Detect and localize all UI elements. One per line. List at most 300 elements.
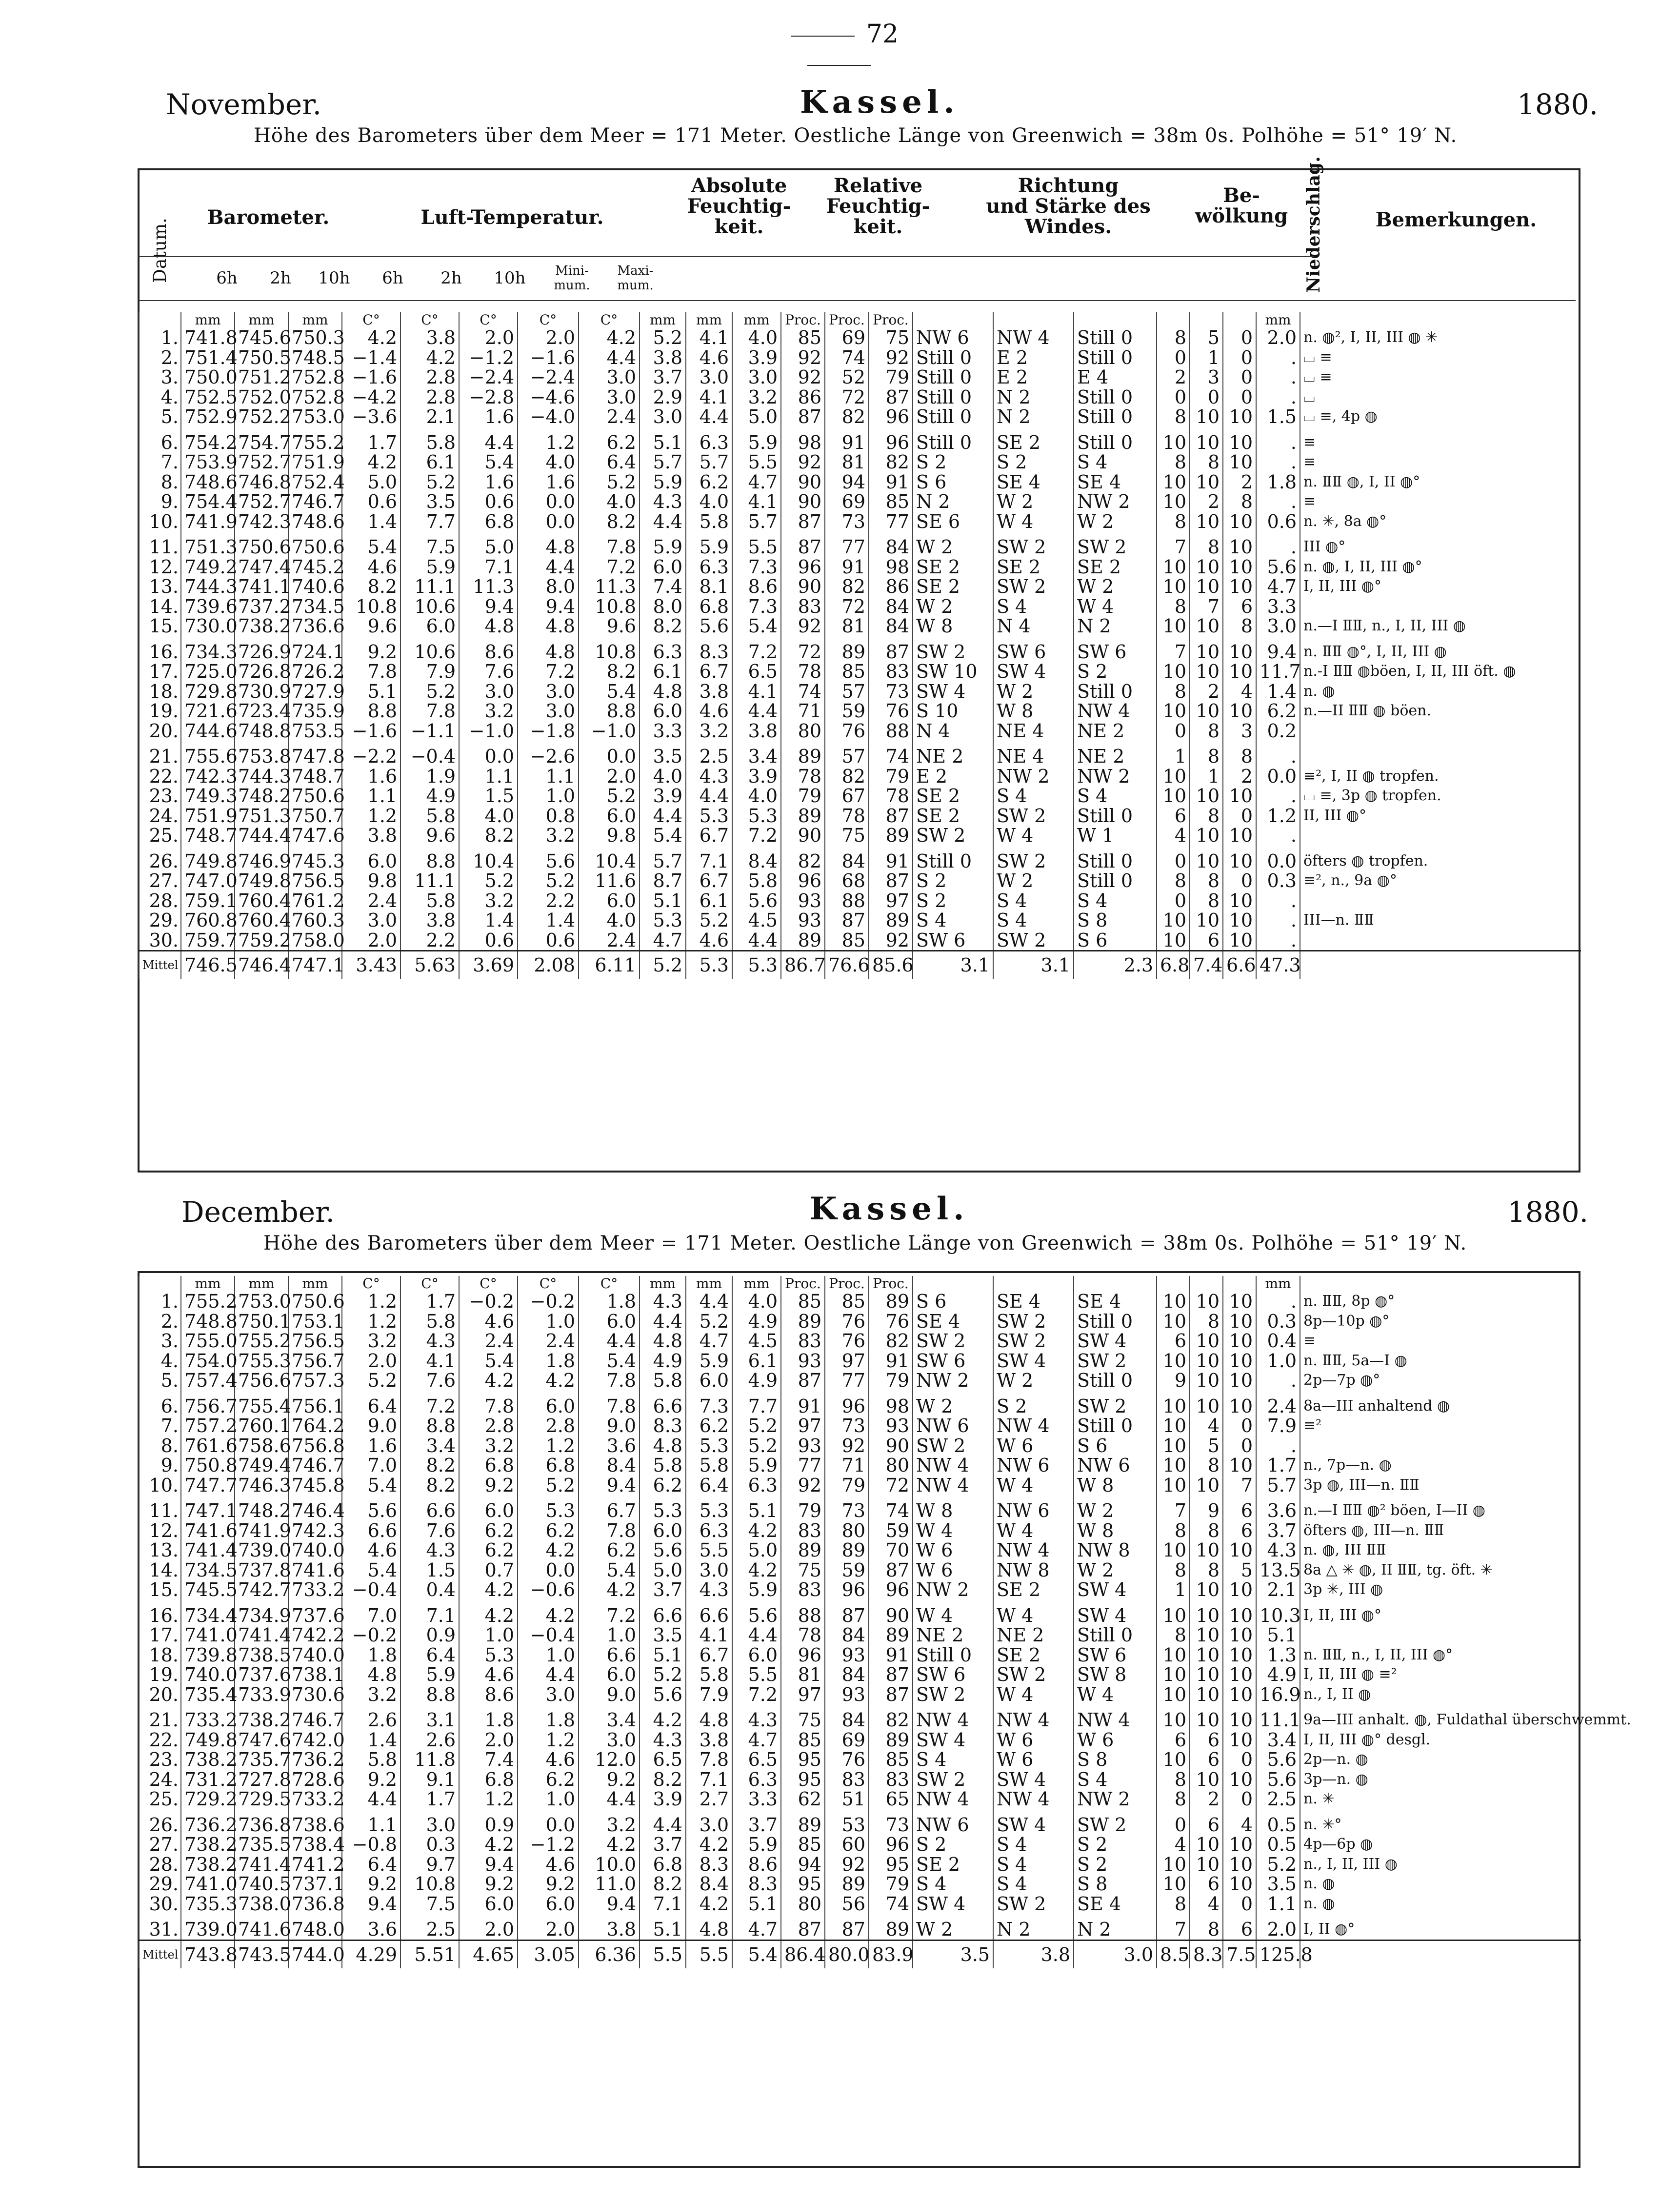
value-cell: 3.2 (459, 891, 518, 911)
wind-cell: Still 0 (913, 407, 993, 427)
remarks-cell: n. ◍ (1300, 682, 1581, 702)
value-cell: 6.0 (686, 1371, 732, 1391)
value-cell: 4.6 (342, 557, 400, 577)
table-row (139, 910, 1581, 930)
mean-cell: 2.08 (518, 951, 579, 979)
wind-cell: W 2 (913, 1391, 993, 1416)
value-cell: 2.8 (400, 387, 459, 407)
unit-cell (1074, 1276, 1157, 1292)
value-cell: 89 (869, 1625, 913, 1645)
value-cell: 8 (1190, 741, 1223, 767)
table-row (139, 1835, 1581, 1855)
value-cell: 6.2 (518, 1770, 579, 1790)
unit-cell: mm (288, 312, 342, 328)
value-cell: −0.4 (518, 1625, 579, 1645)
value-cell: 6 (1223, 597, 1256, 617)
value-cell: 96 (869, 407, 913, 427)
value-cell: 6.0 (518, 1894, 579, 1914)
mean-cell: 5.63 (400, 951, 459, 979)
table-row (139, 1456, 1581, 1476)
value-cell: 4.8 (459, 616, 518, 636)
value-cell: 744.3 (181, 577, 235, 597)
value-cell: 753.9 (181, 452, 235, 472)
value-cell: 759.7 (181, 930, 235, 951)
value-cell: −0.4 (342, 1580, 400, 1600)
unit-cell: Proc. (781, 1276, 825, 1292)
value-cell: 4.4 (640, 1809, 686, 1835)
value-cell: 4.4 (579, 1789, 640, 1809)
value-cell: 0 (1223, 387, 1256, 407)
unit-cell: Proc. (781, 312, 825, 328)
mean-cell: 8.5 (1157, 1940, 1190, 1968)
value-cell: 4.7 (732, 1730, 781, 1750)
unit-cell (1223, 312, 1256, 328)
day-cell: 14. (139, 1560, 181, 1580)
value-cell: 4.2 (732, 1521, 781, 1541)
value-cell: 87 (781, 512, 825, 532)
value-cell: 5.2 (1256, 1855, 1300, 1875)
remarks-cell (1300, 891, 1581, 911)
value-cell: 2.7 (686, 1789, 732, 1809)
value-cell: 1.6 (459, 407, 518, 427)
value-cell: 4.9 (400, 786, 459, 806)
value-cell: 10 (1223, 1665, 1256, 1685)
value-cell: −4.0 (518, 407, 579, 427)
value-cell: 3.9 (640, 786, 686, 806)
wind-cell: W 4 (913, 1521, 993, 1541)
value-cell: 84 (869, 531, 913, 557)
value-cell: 10 (1190, 512, 1223, 532)
value-cell: 8.4 (579, 1456, 640, 1476)
value-cell: 5.2 (518, 1476, 579, 1496)
value-cell: 6.8 (459, 1456, 518, 1476)
value-cell: 739.6 (181, 597, 235, 617)
value-cell: 7.1 (686, 846, 732, 871)
wind-cell: S 2 (913, 452, 993, 472)
wind-cell: NW 6 (913, 1416, 993, 1436)
wind-cell: W 2 (1074, 577, 1157, 597)
remarks-cell (1300, 721, 1581, 741)
value-cell: 5.2 (579, 472, 640, 492)
value-cell: 51 (825, 1789, 869, 1809)
value-cell: 737.6 (288, 1600, 342, 1626)
value-cell: 87 (781, 407, 825, 427)
value-cell: 89 (869, 1292, 913, 1312)
value-cell: 746.7 (288, 492, 342, 512)
value-cell: 5.2 (400, 682, 459, 702)
value-cell: 6.0 (579, 806, 640, 826)
value-cell: 11.1 (1256, 1704, 1300, 1730)
wind-cell: NW 6 (913, 1809, 993, 1835)
value-cell: 53 (825, 1809, 869, 1835)
value-cell: 0.5 (1256, 1809, 1300, 1835)
value-cell: 8.6 (732, 1855, 781, 1875)
value-cell: 3.2 (459, 701, 518, 721)
value-cell: 4.8 (640, 1331, 686, 1351)
header-rel-feucht-line1: Relative (833, 174, 923, 197)
value-cell: 9 (1190, 1495, 1223, 1521)
value-cell: 4 (1190, 1894, 1223, 1914)
value-cell: 75 (781, 1560, 825, 1580)
wind-cell: NE 2 (913, 741, 993, 767)
value-cell: 4.6 (686, 701, 732, 721)
value-cell: 741.4 (181, 1540, 235, 1560)
value-cell: 88 (781, 1600, 825, 1626)
value-cell: 6.0 (342, 846, 400, 871)
value-cell: 8 (1190, 871, 1223, 891)
value-cell: 92 (869, 930, 913, 951)
value-cell: 4.4 (686, 1292, 732, 1312)
value-cell: 725.0 (181, 662, 235, 682)
table-row (139, 1855, 1581, 1875)
value-cell: 5.9 (686, 531, 732, 557)
value-cell: 4.0 (732, 786, 781, 806)
mean-cell: 85.6 (869, 951, 913, 979)
value-cell: 6 (1190, 1874, 1223, 1894)
value-cell: 62 (781, 1789, 825, 1809)
day-cell: 9. (139, 492, 181, 512)
value-cell: 3.0 (400, 1809, 459, 1835)
header-bewoelkung-line1: Be- (1223, 184, 1260, 207)
value-cell: 746.3 (235, 1476, 288, 1496)
day-cell: 25. (139, 826, 181, 846)
value-cell: 10 (1190, 577, 1223, 597)
value-cell: 74 (869, 1894, 913, 1914)
value-cell: . (1256, 531, 1300, 557)
unit-cell: mm (235, 1276, 288, 1292)
value-cell: 1.0 (518, 786, 579, 806)
value-cell: 752.7 (235, 492, 288, 512)
value-cell: 2.8 (459, 1416, 518, 1436)
value-cell: 8 (1157, 1770, 1190, 1790)
value-cell: 6.2 (579, 427, 640, 453)
value-cell: 4.8 (518, 636, 579, 662)
value-cell: 10 (1223, 1770, 1256, 1790)
wind-cell: Still 0 (1074, 1371, 1157, 1391)
value-cell: 6.2 (686, 472, 732, 492)
table-row (139, 427, 1581, 453)
wind-cell: S 4 (913, 910, 993, 930)
value-cell: 10 (1157, 1645, 1190, 1665)
wind-cell: S 4 (913, 1874, 993, 1894)
wind-cell: Still 0 (1074, 387, 1157, 407)
value-cell: 4.6 (459, 1312, 518, 1332)
value-cell: 10.8 (400, 1874, 459, 1894)
value-cell: 5.6 (1256, 1770, 1300, 1790)
value-cell: 10.0 (579, 1855, 640, 1875)
value-cell: 7.8 (686, 1750, 732, 1770)
value-cell: 6 (1157, 806, 1190, 826)
value-cell: 5.5 (732, 531, 781, 557)
value-cell: 85 (825, 662, 869, 682)
wind-cell: NW 2 (1074, 767, 1157, 787)
wind-cell: NW 2 (913, 1371, 993, 1391)
value-cell: 10 (1157, 1750, 1190, 1770)
value-cell: 1.2 (518, 427, 579, 453)
remarks-cell (1300, 1436, 1581, 1456)
unit-cell (913, 312, 993, 328)
value-cell: 10 (1190, 557, 1223, 577)
value-cell: 2.2 (400, 930, 459, 951)
value-cell: 3.3 (1256, 597, 1300, 617)
value-cell: 749.8 (181, 846, 235, 871)
value-cell: 6.6 (640, 1391, 686, 1416)
wind-cell: E 2 (993, 367, 1074, 387)
mean-cell: 5.4 (732, 1940, 781, 1968)
value-cell: 3.4 (400, 1436, 459, 1456)
value-cell: 9.2 (579, 1770, 640, 1790)
value-cell: 5.3 (686, 1495, 732, 1521)
value-cell: 57 (825, 682, 869, 702)
value-cell: 85 (781, 328, 825, 348)
value-cell: 78 (781, 662, 825, 682)
value-cell: 7.9 (686, 1685, 732, 1705)
value-cell: 96 (869, 427, 913, 453)
value-cell: 5.3 (640, 1495, 686, 1521)
day-cell: 23. (139, 1750, 181, 1770)
value-cell: 10 (1190, 910, 1223, 930)
wind-cell: NW 4 (993, 328, 1074, 348)
value-cell: 83 (781, 597, 825, 617)
value-cell: 746.9 (235, 846, 288, 871)
value-cell: 87 (825, 910, 869, 930)
value-cell: 10 (1190, 1292, 1223, 1312)
value-cell: 755.2 (181, 1292, 235, 1312)
value-cell: 5.6 (640, 1540, 686, 1560)
value-cell: −1.0 (459, 721, 518, 741)
mean-cell: 83.9 (869, 1940, 913, 1968)
value-cell: −2.6 (518, 741, 579, 767)
value-cell: −4.2 (342, 387, 400, 407)
value-cell: 1.8 (342, 1645, 400, 1665)
value-cell: 749.8 (181, 1730, 235, 1750)
value-cell: 7.6 (459, 662, 518, 682)
value-cell: 85 (825, 930, 869, 951)
value-cell: 4.2 (518, 1540, 579, 1560)
wind-cell: SW 8 (1074, 1665, 1157, 1685)
wind-cell: SW 2 (993, 846, 1074, 871)
value-cell: 5.1 (342, 682, 400, 702)
header-wind-line1: Richtung (1018, 174, 1119, 197)
table-row (139, 806, 1581, 826)
mean-label: Mittel (139, 951, 181, 979)
value-cell: 4.4 (640, 512, 686, 532)
value-cell: 5.3 (732, 806, 781, 826)
header-baro-10h: 10h (318, 268, 350, 288)
day-cell: 8. (139, 1436, 181, 1456)
header-temp-6h: 6h (382, 268, 403, 288)
wind-cell: SW 2 (993, 1331, 1074, 1351)
wind-cell: SW 2 (913, 826, 993, 846)
value-cell: 8 (1157, 512, 1190, 532)
table-row (139, 1580, 1581, 1600)
value-cell: 8.8 (400, 1685, 459, 1705)
value-cell: 10 (1190, 1540, 1223, 1560)
value-cell: 77 (825, 531, 869, 557)
value-cell: 4.8 (686, 1914, 732, 1940)
units-row (139, 312, 1581, 328)
mean-cell: 5.3 (732, 951, 781, 979)
value-cell: 87 (869, 1685, 913, 1705)
value-cell: −1.6 (518, 348, 579, 368)
value-cell: 91 (825, 427, 869, 453)
wind-cell: N 2 (1074, 616, 1157, 636)
wind-cell: SW 6 (913, 1351, 993, 1371)
value-cell: 10 (1190, 1600, 1223, 1626)
value-cell: 4.8 (518, 531, 579, 557)
wind-cell: SW 2 (913, 1685, 993, 1705)
value-cell: 76 (825, 721, 869, 741)
value-cell: 1.6 (459, 472, 518, 492)
wind-cell: W 2 (913, 1914, 993, 1940)
value-cell: 6 (1190, 1809, 1223, 1835)
value-cell: 3.0 (518, 1685, 579, 1705)
mean-cell: 4.65 (459, 1940, 518, 1968)
value-cell: 92 (825, 1855, 869, 1875)
value-cell: 2.8 (518, 1416, 579, 1436)
value-cell: 750.3 (288, 328, 342, 348)
wind-cell: W 2 (1074, 512, 1157, 532)
value-cell: 755.2 (288, 427, 342, 453)
unit-cell: C° (518, 312, 579, 328)
value-cell: 10 (1190, 1665, 1223, 1685)
value-cell: 736.2 (181, 1809, 235, 1835)
wind-cell: W 2 (1074, 1560, 1157, 1580)
value-cell: 8.4 (732, 846, 781, 871)
table-row (139, 1416, 1581, 1436)
wind-cell: S 2 (1074, 1835, 1157, 1855)
value-cell: 730.6 (288, 1685, 342, 1705)
value-cell: 82 (869, 1331, 913, 1351)
wind-cell: Still 0 (1074, 806, 1157, 826)
value-cell: 1.8 (579, 1292, 640, 1312)
value-cell: 91 (869, 1351, 913, 1371)
value-cell: 6.6 (686, 1600, 732, 1626)
wind-cell: SE 2 (913, 1855, 993, 1875)
value-cell: 83 (781, 1331, 825, 1351)
value-cell: 10 (1223, 577, 1256, 597)
table-row (139, 1789, 1581, 1809)
value-cell: 4 (1223, 1809, 1256, 1835)
table-row (139, 1625, 1581, 1645)
wind-cell: SW 6 (913, 930, 993, 951)
value-cell: 89 (825, 1540, 869, 1560)
wind-cell: N 4 (993, 616, 1074, 636)
value-cell: 741.6 (288, 1560, 342, 1580)
value-cell: 9.4 (342, 1894, 400, 1914)
mean-cell: 747.1 (288, 951, 342, 979)
value-cell: 10.6 (400, 597, 459, 617)
header-wind-line3: Windes. (1024, 215, 1112, 238)
wind-cell: NW 6 (913, 328, 993, 348)
value-cell: 92 (869, 348, 913, 368)
month-title-november: November. (166, 88, 321, 121)
value-cell: 10 (1223, 786, 1256, 806)
value-cell: 0 (1190, 387, 1223, 407)
remarks-cell (1300, 1625, 1581, 1645)
value-cell: 742.7 (235, 1580, 288, 1600)
unit-cell: C° (459, 1276, 518, 1292)
value-cell: 84 (869, 616, 913, 636)
value-cell: 8 (1190, 1914, 1223, 1940)
wind-cell: NW 6 (993, 1495, 1074, 1521)
value-cell: 754.4 (181, 492, 235, 512)
day-cell: 11. (139, 531, 181, 557)
value-cell: 6.0 (640, 1521, 686, 1541)
value-cell: 5.1 (640, 427, 686, 453)
wind-cell: S 8 (1074, 910, 1157, 930)
value-cell: 749.3 (181, 786, 235, 806)
value-cell: 5.8 (400, 1312, 459, 1332)
value-cell: 3.8 (686, 682, 732, 702)
value-cell: 10 (1190, 407, 1223, 427)
value-cell: 7.1 (686, 1770, 732, 1790)
value-cell: 752.8 (288, 387, 342, 407)
value-cell: 79 (869, 367, 913, 387)
value-cell: 5.1 (732, 1495, 781, 1521)
value-cell: 747.1 (181, 1495, 235, 1521)
value-cell: 52 (825, 367, 869, 387)
value-cell: 0 (1157, 387, 1190, 407)
value-cell: 76 (825, 1331, 869, 1351)
value-cell: 4.0 (686, 492, 732, 512)
value-cell: 9 (1157, 1371, 1190, 1391)
wind-cell: NE 4 (993, 721, 1074, 741)
value-cell: 89 (869, 910, 913, 930)
value-cell: 751.3 (181, 531, 235, 557)
value-cell: 81 (781, 1665, 825, 1685)
table-row (139, 891, 1581, 911)
value-cell: 72 (825, 387, 869, 407)
wind-cell: S 4 (993, 1874, 1074, 1894)
value-cell: 91 (825, 557, 869, 577)
value-cell: 2.8 (400, 367, 459, 387)
day-cell: 22. (139, 767, 181, 787)
table-row (139, 826, 1581, 846)
value-cell: 1 (1190, 348, 1223, 368)
value-cell: 1.6 (342, 1436, 400, 1456)
value-cell: 6.8 (518, 1456, 579, 1476)
value-cell: 10 (1223, 662, 1256, 682)
value-cell: 0.7 (459, 1560, 518, 1580)
table-row (139, 846, 1581, 871)
value-cell: 7.3 (732, 557, 781, 577)
header-bemerkungen: Bemerkungen. (1375, 208, 1537, 231)
value-cell: 4.9 (640, 1351, 686, 1371)
value-cell: 10.4 (579, 846, 640, 871)
value-cell: 10 (1223, 1312, 1256, 1332)
day-cell: 30. (139, 1894, 181, 1914)
value-cell: 8.2 (342, 577, 400, 597)
value-cell: 93 (825, 1645, 869, 1665)
table-row (139, 1495, 1581, 1521)
wind-cell: SW 2 (993, 531, 1074, 557)
value-cell: 1.1 (342, 1809, 400, 1835)
wind-cell: W 2 (1074, 1495, 1157, 1521)
value-cell: 7.8 (579, 1521, 640, 1541)
value-cell: 4.9 (732, 1312, 781, 1332)
value-cell: 92 (825, 1436, 869, 1456)
value-cell: 4.4 (640, 806, 686, 826)
remarks-cell: n.—I ⅡⅡ, n., I, II, III ◍ (1300, 616, 1581, 636)
value-cell: 5.4 (459, 1351, 518, 1371)
wind-cell: NE 2 (1074, 721, 1157, 741)
mean-cell: 7.5 (1223, 1940, 1256, 1968)
value-cell: 11.0 (579, 1874, 640, 1894)
wind-cell: W 4 (993, 512, 1074, 532)
day-cell: 16. (139, 636, 181, 662)
value-cell: 761.2 (288, 891, 342, 911)
